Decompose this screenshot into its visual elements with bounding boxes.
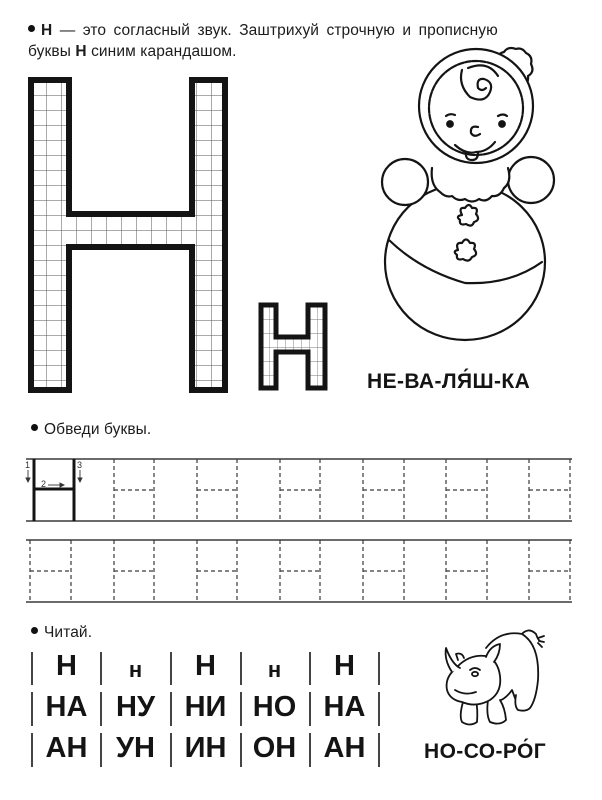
read-cell: НО: [252, 691, 297, 723]
read-cell: НА: [323, 691, 366, 723]
instruction-trace-letters: Обведи буквы.: [31, 419, 151, 440]
read-cell: н: [128, 657, 143, 682]
read-cell: НА: [45, 691, 88, 723]
stroke-order-1: 1: [25, 460, 31, 470]
read-cell: Н: [334, 650, 355, 682]
instruction-line-2: буквы Н синим карандашом.: [28, 43, 237, 60]
read-cell: АН: [323, 732, 366, 764]
read-cell: Н: [56, 650, 77, 682]
read-cell: н: [267, 657, 282, 682]
read-cell: НУ: [116, 691, 155, 723]
stroke-order-3: 3: [77, 460, 83, 470]
picture-word-nosorog: НО-СО-РО́Г: [424, 740, 547, 763]
picture-word-nevalyashka: НЕ-ВА-ЛЯ́Ш-КА: [367, 370, 531, 393]
read-cell: ИН: [184, 732, 227, 764]
read-cell: ОН: [252, 732, 297, 764]
instruction-line-1: Н — это согласный звук. Заштрихуй строчную и прописную: [28, 20, 588, 41]
read-cell: НИ: [184, 691, 227, 723]
read-cell: УН: [116, 732, 155, 764]
read-cell: АН: [45, 732, 88, 764]
read-cell: Н: [195, 650, 216, 682]
letter-highlight: Н: [41, 22, 53, 39]
instruction-read: Читай.: [31, 622, 92, 643]
stroke-order-2: 2: [41, 479, 47, 489]
